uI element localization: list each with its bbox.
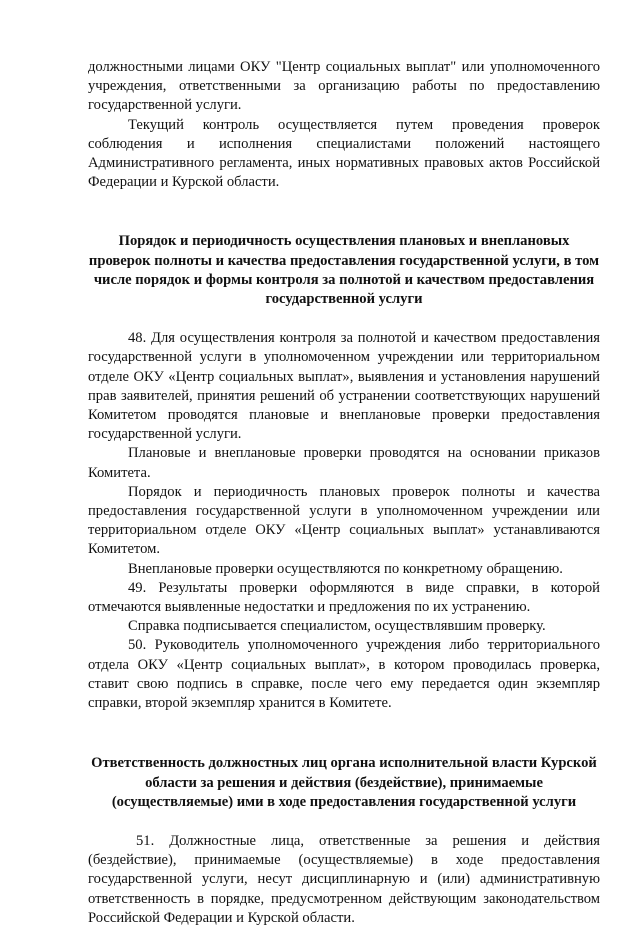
paragraph: 50. Руководитель уполномоченного учреждения либо территориального отдела ОКУ «Центр социальных выплат», в котором проводилась проверка, ставит свою подпись в справке, после чего ему передается один экземпляр справки, второй экземпляр хранится в Комитете. <box>88 637 600 712</box>
paragraph: Внеплановые проверки осуществляются по конкретному обращению. <box>128 560 563 577</box>
paragraph: Текущий контроль осуществляется путем проведения проверок соблюдения и исполнения специалистами положений настоящего Административного регламента, иных нормативных правовых актов Российской Федерации и Курской области. <box>88 116 600 191</box>
paragraph: 51. Должностные лица, ответственные за решения и действия (бездействие), принимаемые (осуществляемые) в ходе предоставления государственной услуги, несут дисциплинарную и (или) административную ответственность в порядке, предусмотренном действующим законодательством Российской Федерации и Курской области. <box>88 832 600 926</box>
paragraph: Порядок и периодичность плановых проверок полноты и качества предоставления государственной услуги в уполномоченном учреждении или территориальном отделе ОКУ «Центр социальных выплат» устанавливаются Комитетом. <box>88 483 600 558</box>
section-heading: Ответственность должностных лиц органа исполнительной власти Курской области за решения и действия (бездействие), принимаемые (осуществляемые) ими в ходе предоставления государственной услуги <box>91 755 597 810</box>
section-heading: Порядок и периодичность осуществления плановых и внеплановых проверок полноты и качества предоставления государственной услуги, в том числе порядок и формы контроля за полнотой и качеством предоставления государственной услуги <box>88 233 600 308</box>
paragraph: 49. Результаты проверки оформляются в виде справки, в которой отмечаются выявленные недостатки и предложения по их устранению. <box>88 579 600 616</box>
document-body <box>88 58 600 928</box>
paragraph: Плановые и внеплановые проверки проводятся на основании приказов Комитета. <box>88 445 600 481</box>
paragraph: Справка подписывается специалистом, осуществлявшим проверку. <box>128 618 546 635</box>
paragraph: 48. Для осуществления контроля за полнотой и качеством предоставления государственной услуги в уполномоченном учреждении или территориальном отделе ОКУ «Центр социальных выплат», выявления и установления нарушений прав заявителей, принятия решений об устранении соответствующих нарушений Комитетом проводятся плановые и внеплановые проверки предоставления государственной услуги. <box>88 330 600 443</box>
paragraph: должностными лицами ОКУ "Центр социальных выплат" или уполномоченного учреждения, ответственными за организацию работы по предоставлению государственной услуги. <box>88 59 600 114</box>
